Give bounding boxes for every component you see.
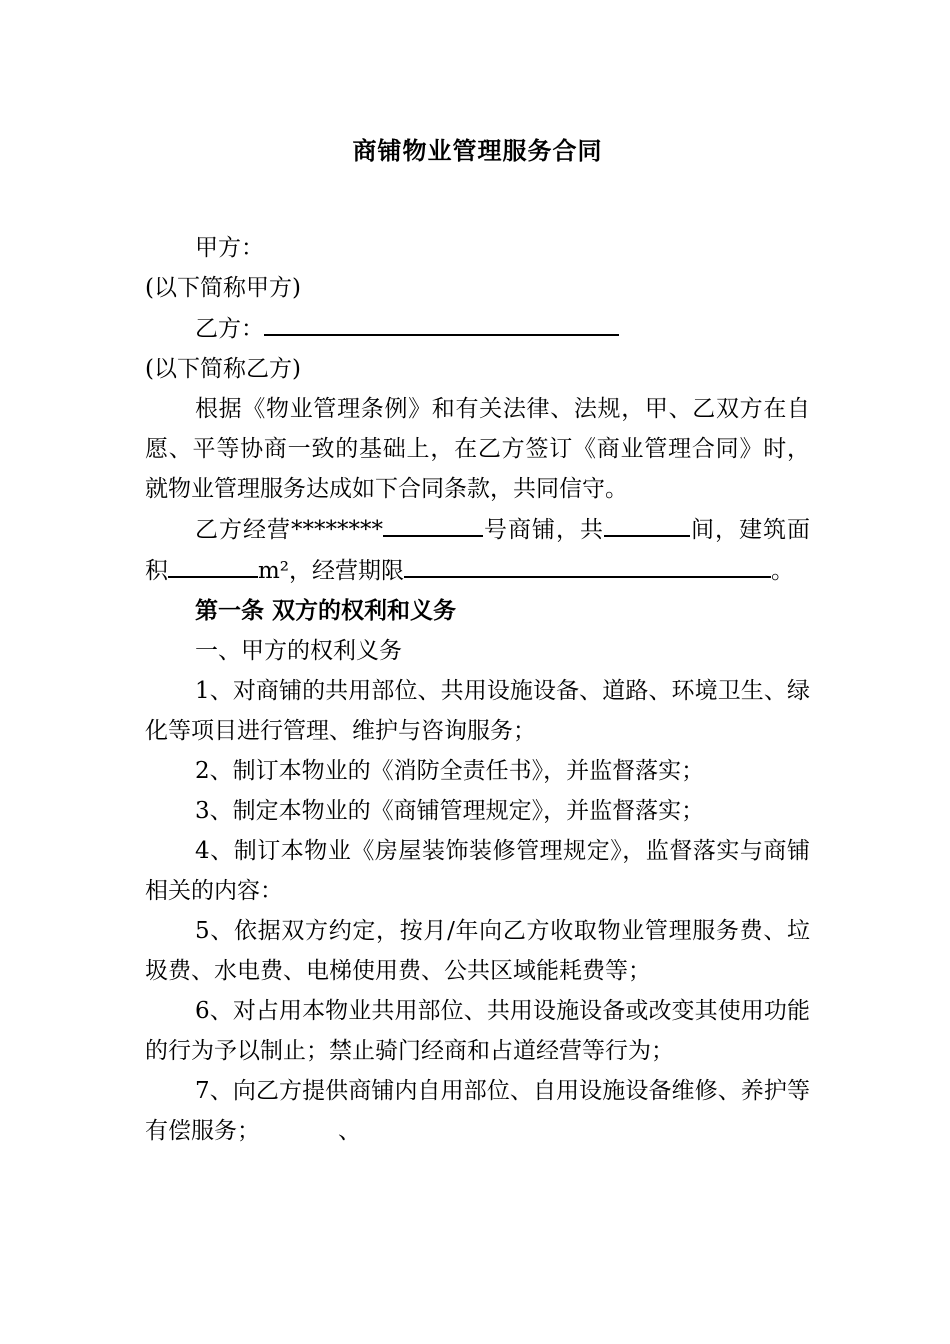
article-1-heading: 第一条 双方的权利和义务 <box>195 598 457 624</box>
clause-item: 2、制订本物业的《消防全责任书》，并监督落实； <box>195 758 705 784</box>
clause-item-7: 7、向乙方提供商铺内自用部位、自用设施设备维修、养护等有偿服务； <box>145 1078 810 1144</box>
clause-item: 6、对占用本物业共用部位、共用设施设备或改变其使用功能的行为予以制止；禁止骑门经商和占道经营等行为； <box>145 998 810 1064</box>
clause-item-last <box>145 1071 810 1151</box>
party-b-note: (以下简称乙方) <box>145 356 301 382</box>
area-blank <box>168 550 258 578</box>
party-a-label: 甲方： <box>195 235 264 261</box>
party-b-line <box>145 308 810 349</box>
party-b-label: 乙方： <box>195 316 264 342</box>
preamble-paragraph: 根据《物业管理条例》和有关法律、法规，甲、乙双方在自愿、平等协商一致的基础上，在乙方签订《商业管理合同》时，就物业管理服务达成如下合同条款，共同信守。 <box>145 396 810 502</box>
trailing-mark: 、 <box>338 1118 361 1144</box>
shop-text-3: 间，建筑面积 <box>145 517 810 584</box>
party-b-blank <box>264 308 619 336</box>
party-a-line <box>145 228 810 268</box>
shop-text-5: 。 <box>771 558 795 584</box>
shop-text-1: 乙方经营******** <box>195 517 383 543</box>
section-1-heading: 一、甲方的权利义务 <box>195 638 402 664</box>
shop-info-paragraph <box>145 509 810 591</box>
document-title: 商铺物业管理服务合同 <box>352 137 603 165</box>
shop-number-blank <box>383 509 483 537</box>
clause-item: 3、制定本物业的《商铺管理规定》，并监督落实； <box>195 798 705 824</box>
clause-item: 4、制订本物业《房屋装饰装修管理规定》，监督落实与商铺相关的内容： <box>145 838 810 904</box>
clause-item: 1、对商铺的共用部位、共用设施设备、道路、环境卫生、绿化等项目进行管理、维护与咨询服务； <box>145 678 810 744</box>
room-count-blank <box>604 509 690 537</box>
term-blank <box>404 550 771 578</box>
document-body <box>145 228 810 1151</box>
clause-item: 5、依据双方约定，按月/年向乙方收取物业管理服务费、垃圾费、水电费、电梯使用费、公共区域能耗费等； <box>145 918 810 984</box>
shop-text-2: 号商铺，共 <box>483 517 604 543</box>
shop-text-4: m²，经营期限 <box>258 558 405 584</box>
party-a-note: (以下简称甲方) <box>145 275 301 301</box>
